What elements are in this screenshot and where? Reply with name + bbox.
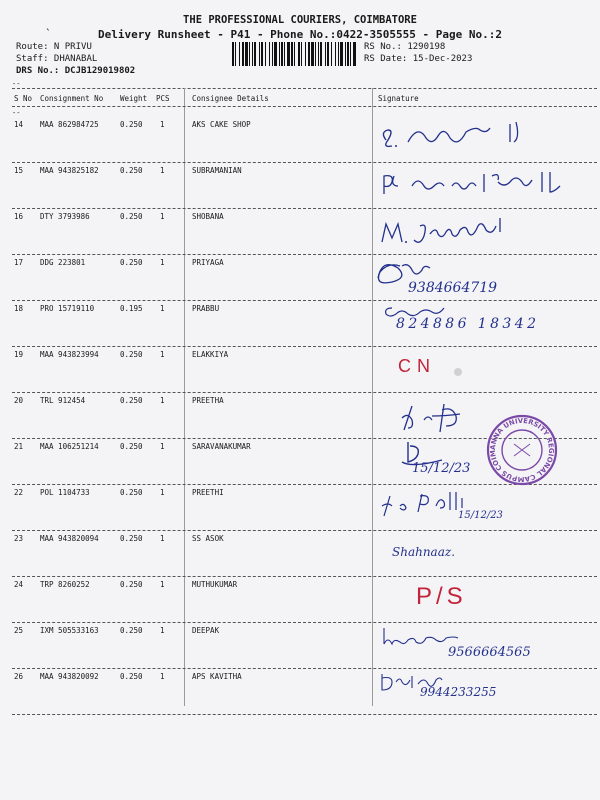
row-sno: 25 — [14, 626, 24, 635]
col-sno: S No — [14, 94, 33, 103]
row-pcs: 1 — [160, 442, 165, 451]
row-sno: 14 — [14, 120, 24, 129]
row-consignment: MAA 943820094 — [40, 534, 99, 543]
signature-row-26 — [372, 664, 592, 704]
row-separator — [12, 162, 597, 163]
row-pcs: 1 — [160, 672, 165, 681]
rs-number: RS No.: 1290198 — [364, 42, 446, 52]
drs-number: DRS No.: DCJB129019802 — [16, 66, 136, 76]
university-stamp — [486, 414, 558, 486]
signature-row-14 — [372, 118, 592, 158]
row-consignment: TRP 8260252 — [40, 580, 90, 589]
row-consignee: AKS CAKE SHOP — [192, 120, 251, 129]
row-consignee: PREETHA — [192, 396, 224, 405]
table-header-marker: -- — [12, 109, 21, 117]
row-pcs: 1 — [160, 304, 165, 313]
stamp-text: ANNA UNIVERSITY REGIONAL CAMPUS COIM — [488, 416, 556, 484]
row-sno: 20 — [14, 396, 24, 405]
row-consignee: APS KAVITHA — [192, 672, 242, 681]
row-pcs: 1 — [160, 258, 165, 267]
col-consignee: Consignee Details — [192, 94, 269, 103]
signature-row-21-date: 15/12/23 — [412, 461, 471, 476]
signature-row-23 — [372, 530, 592, 570]
row-pcs: 1 — [160, 488, 165, 497]
rs-date: RS Date: 15-Dec-2023 — [364, 54, 473, 64]
row-consignment: MAA 943820092 — [40, 672, 99, 681]
col-pcs: PCS — [156, 94, 170, 103]
row-weight: 0.250 — [120, 488, 143, 497]
row-sno: 17 — [14, 258, 24, 267]
row-consignment: PRO 15719110 — [40, 304, 95, 313]
row-consignment: MAA 862984725 — [40, 120, 99, 129]
row-sno: 21 — [14, 442, 24, 451]
staff-label: Staff: DHANABAL — [16, 54, 98, 64]
barcode — [232, 42, 356, 66]
row-consignee: MUTHUKUMAR — [192, 580, 238, 589]
signature-row-25 — [372, 620, 592, 660]
row-separator — [12, 254, 597, 255]
signature-row-21 — [372, 438, 592, 478]
row-pcs: 1 — [160, 580, 165, 589]
company-name: THE PROFESSIONAL COURIERS, COIMBATORE — [183, 14, 417, 26]
row-weight: 0.250 — [120, 442, 143, 451]
row-weight: 0.250 — [120, 258, 143, 267]
row-pcs: 1 — [160, 350, 165, 359]
row-sno: 15 — [14, 166, 24, 175]
signature-row-16 — [372, 212, 592, 252]
row-weight: 0.250 — [120, 120, 143, 129]
signature-row-17-phone: 9384664719 — [408, 280, 498, 296]
row-sno: 23 — [14, 534, 24, 543]
row-weight: 0.250 — [120, 350, 143, 359]
signature-row-20 — [372, 398, 592, 438]
route-label: Route: N PRIVU — [16, 42, 92, 52]
row-pcs: 1 — [160, 396, 165, 405]
row-sno: 16 — [14, 212, 24, 221]
row-consignment: IXM 505533163 — [40, 626, 99, 635]
row-consignee: SS ASOK — [192, 534, 224, 543]
row-consignment: DDG 223801 — [40, 258, 86, 267]
row-consignee: PRABBU — [192, 304, 220, 313]
signature-row-19 — [372, 344, 592, 384]
header-bottom-rule — [12, 106, 597, 107]
row-pcs: 1 — [160, 626, 165, 635]
signature-row-24-mark: P/S — [416, 583, 467, 610]
row-pcs: 1 — [160, 166, 165, 175]
row-pcs: 1 — [160, 212, 165, 221]
row-consignee: DEEPAK — [192, 626, 220, 635]
row-consignee: SARAVANAKUMAR — [192, 442, 251, 451]
signature-row-23-name: Shahnaaz. — [392, 545, 456, 559]
col-weight: Weight — [120, 94, 148, 103]
row-sno: 26 — [14, 672, 24, 681]
signature-row-26-phone: 9944233255 — [420, 685, 497, 699]
signature-row-15 — [372, 164, 592, 204]
row-consignment: TRL 912454 — [40, 396, 86, 405]
row-weight: 0.250 — [120, 672, 143, 681]
col-divider-consignee — [184, 88, 185, 706]
row-sno: 22 — [14, 488, 24, 497]
row-weight: 0.250 — [120, 396, 143, 405]
row-consignee: SUBRAMANIAN — [192, 166, 242, 175]
row-weight: 0.250 — [120, 534, 143, 543]
row-consignment: MAA 943825182 — [40, 166, 99, 175]
signature-row-24 — [372, 574, 592, 614]
row-separator — [12, 714, 597, 715]
row-consignment: MAA 106251214 — [40, 442, 99, 451]
tick-mark: ` — [45, 27, 52, 40]
signature-row-17 — [372, 256, 592, 296]
row-consignment: MAA 943823994 — [40, 350, 99, 359]
row-weight: 0.250 — [120, 626, 143, 635]
row-sno: 24 — [14, 580, 24, 589]
row-weight: 0.250 — [120, 580, 143, 589]
runsheet-title: Delivery Runsheet - P41 - Phone No.:0422-3505555 - Page No.:2 — [98, 28, 502, 41]
row-sno: 19 — [14, 350, 24, 359]
row-weight: 0.195 — [120, 304, 143, 313]
row-sno: 18 — [14, 304, 24, 313]
col-consignment: Consignment No — [40, 94, 104, 103]
header-top-rule — [12, 88, 597, 89]
table-top-marker: -- — [12, 80, 21, 88]
row-consignee: PREETHI — [192, 488, 224, 497]
signature-row-22-date: 15/12/23 — [458, 510, 503, 521]
row-weight: 0.250 — [120, 166, 143, 175]
col-signature: Signature — [378, 94, 419, 103]
row-separator — [12, 392, 597, 393]
signature-row-19-mark: CN — [398, 356, 436, 376]
row-pcs: 1 — [160, 120, 165, 129]
row-pcs: 1 — [160, 534, 165, 543]
row-consignee: ELAKKIYA — [192, 350, 229, 359]
signature-row-18 — [372, 298, 592, 338]
signature-row-25-phone: 9566664565 — [448, 645, 531, 660]
row-consignee: PRIYAGA — [192, 258, 224, 267]
row-weight: 0.250 — [120, 212, 143, 221]
signature-row-18-number: 824886 18342 — [396, 316, 536, 332]
row-consignment: DTY 3793986 — [40, 212, 90, 221]
row-separator — [12, 208, 597, 209]
signature-row-22 — [372, 484, 592, 524]
row-consignee: SHOBANA — [192, 212, 224, 221]
row-consignment: POL 1104733 — [40, 488, 90, 497]
